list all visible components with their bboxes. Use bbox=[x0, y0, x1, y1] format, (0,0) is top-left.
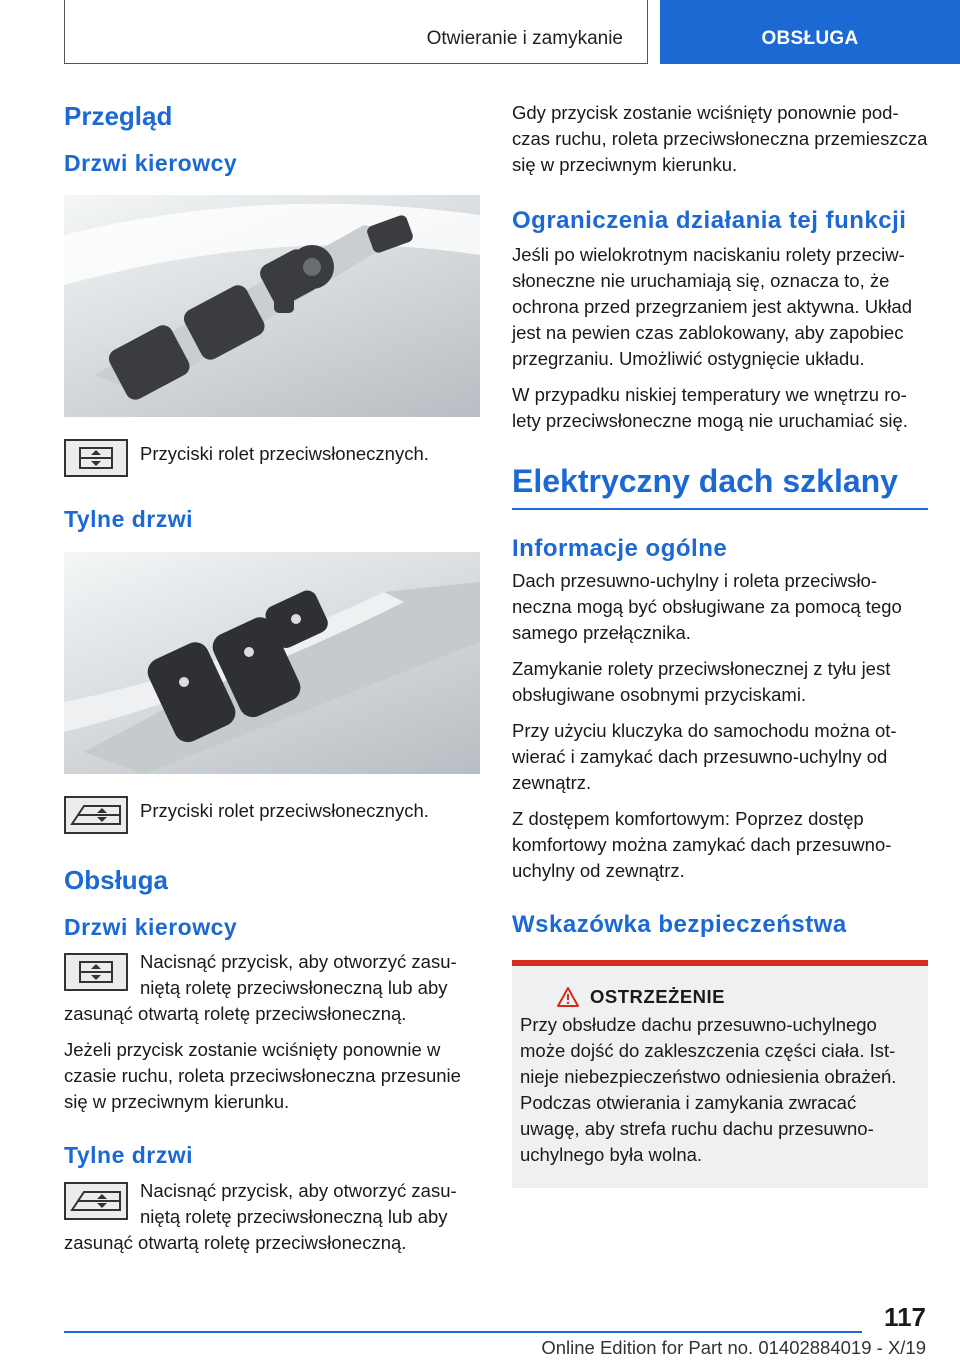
header-chapter-tab: OBSŁUGA bbox=[660, 0, 960, 64]
driver-door-photo bbox=[64, 195, 480, 417]
op-driver-paragraph-2: Jeżeli przycisk zostanie wciśnięty ponownie w czasie ruchu, roleta przeciwsłoneczna przesunie się w przeciwnym kierunku. bbox=[64, 1039, 461, 1113]
sunblind-rear-icon-2 bbox=[66, 1184, 126, 1218]
sunblind-rear-icon bbox=[66, 798, 126, 832]
op-rear-heading: Tylne drzwi bbox=[64, 1142, 194, 1169]
rear-door-heading: Tylne drzwi bbox=[64, 506, 194, 533]
rear-door-switches-illustration bbox=[64, 552, 480, 774]
op-driver-paragraph-1: Nacisnąć przycisk, aby otworzyć zasuniętą roletę przeciwsłoneczną lub aby zasunąć otwartą roletę przeciwsłoneczną. bbox=[64, 951, 457, 1025]
page-number: 117 bbox=[884, 1302, 926, 1332]
roof-heading: Elektryczny dach szklany bbox=[512, 462, 928, 510]
sunblind-front-symbol-2 bbox=[64, 953, 128, 991]
header-section-title: Otwieranie i zamykanie bbox=[426, 28, 623, 49]
op-rear-paragraph-1: Nacisnąć przycisk, aby otworzyć zasuniętą roletę przeciwsłoneczną lub aby zasunąć otwartą roletę przeciwsłoneczną. bbox=[64, 1180, 457, 1253]
footer-edition: Online Edition for Part no. 01402884019 - X/19 bbox=[541, 1337, 926, 1358]
rear-caption-row bbox=[64, 796, 480, 834]
sunblind-rear-symbol-2 bbox=[64, 1182, 128, 1220]
sunblind-rear-symbol bbox=[64, 796, 128, 834]
driver-caption: Przyciski rolet przeciwsłonecznych. bbox=[140, 443, 429, 465]
warning-title: OSTRZEŻENIE bbox=[590, 986, 726, 1008]
op-rear-block bbox=[64, 1178, 480, 1256]
limits-paragraph-1: Jeśli po wielokrotnym naciskaniu rolety przeciwsłoneczne nie uruchamiają się, oznacza to, że ochrona przed przegrzaniem jest aktywna. Układ jest na pewien czas zablokowany, aby zapobiec przegrzaniu. Umożliwić ostygnięcie układu. bbox=[512, 244, 912, 369]
warning-box bbox=[512, 960, 928, 1188]
warning-header bbox=[556, 986, 920, 1008]
sunblind-front-symbol bbox=[64, 439, 128, 477]
general-paragraph-4: Z dostępem komfortowym: Poprzez dostęp komfortowy można zamykać dach przesuwno-uchylny od zewnątrz. bbox=[512, 808, 892, 882]
general-paragraph-2: Zamykanie rolety przeciwsłonecznej z tyłu jest obsługiwane osobnymi przyciskami. bbox=[512, 658, 891, 706]
warning-text: Przy obsłudze dachu przesuwno-uchylnego może dojść do zakleszczenia części ciała. Istnieje niebezpieczeństwo odniesienia obrażeń. Podczas otwierania i zamykania zwracać uwagę, aby strefa ruchu dachu przesuwno-uchylnego była wolna. bbox=[520, 1014, 897, 1166]
sunblind-front-icon bbox=[66, 441, 126, 475]
op-driver-block bbox=[64, 949, 480, 1027]
rear-door-photo bbox=[64, 552, 480, 774]
driver-caption-row bbox=[64, 439, 480, 477]
rear-caption: Przyciski rolet przeciwsłonecznych. bbox=[140, 800, 429, 821]
continued-paragraph: Gdy przycisk zostanie wciśnięty ponownie podczas ruchu, roleta przeciwsłoneczna przemieszcza się w przeciwnym kierunku. bbox=[512, 102, 928, 175]
driver-door-heading: Drzwi kierowcy bbox=[64, 149, 238, 176]
overview-heading: Przegląd bbox=[64, 101, 173, 131]
general-info-heading: Informacje ogólne bbox=[512, 535, 728, 563]
general-paragraph-1: Dach przesuwno-uchylny i roleta przeciwsłoneczna mogą być obsługiwane za pomocą tego samego przełącznika. bbox=[512, 570, 902, 644]
driver-door-switches-illustration bbox=[64, 195, 480, 417]
sunblind-front-icon-2 bbox=[66, 955, 126, 989]
operation-heading: Obsługa bbox=[64, 865, 169, 895]
safety-heading: Wskazówka bezpieczeństwa bbox=[512, 911, 847, 939]
right-column bbox=[512, 100, 928, 1188]
limits-paragraph-2: W przypadku niskiej temperatury we wnętrzu rolety przeciwsłoneczne mogą nie uruchamiać się. bbox=[512, 384, 908, 431]
op-driver-heading: Drzwi kierowcy bbox=[64, 913, 238, 940]
left-column bbox=[64, 100, 480, 1256]
general-paragraph-3: Przy użyciu kluczyka do samochodu można otwierać i zamykać dach przesuwno-uchylny od zewnątrz. bbox=[512, 720, 897, 794]
warning-triangle-icon bbox=[556, 986, 580, 1008]
header-section-box bbox=[64, 0, 648, 64]
footer-rule bbox=[64, 1331, 862, 1333]
limits-heading: Ograniczenia działania tej funkcji bbox=[512, 207, 907, 234]
